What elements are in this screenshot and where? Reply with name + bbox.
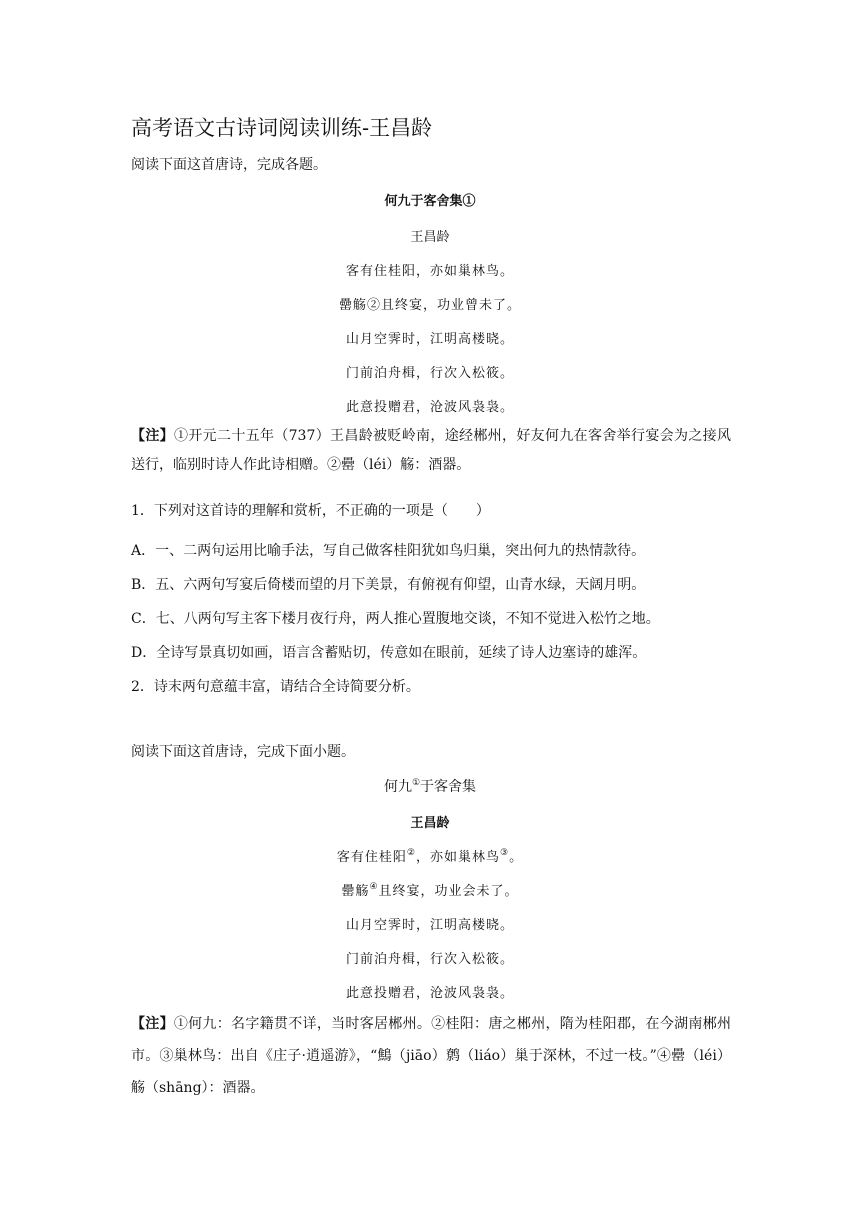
- poem-text: ，亦如巢林鸟: [415, 850, 500, 865]
- document-title: 高考语文古诗词阅读训练-王昌龄: [131, 116, 433, 140]
- section1-poem-line: 罍觞②且终宴，功业曾未了。: [338, 298, 521, 313]
- poem-text: 罍觞: [341, 884, 370, 899]
- option-b: B．五、六两句写宴后倚楼而望的月下美景，有俯视有仰望，山青水绿，天阔月明。: [131, 577, 646, 593]
- section2-poet: 王昌龄: [410, 816, 450, 831]
- footnote-marker: ③: [500, 848, 510, 858]
- section2-poem-title: [131, 776, 729, 796]
- section1-note: [131, 422, 731, 480]
- footnote-marker: ②: [406, 848, 416, 858]
- section2-note-text: ①何九：名字籍贯不详，当时客居郴州。②桂阳：唐之郴州，隋为桂阳郡，在今湖南郴州市。③巢林鸟：出自《庄子·逍遥游》，“鷦（jiāo）鹩（liáo）巢于深林，不过一枝。”④罍（léi）觞（shāng）：酒器。: [131, 1016, 732, 1096]
- poem-title-part: 何九: [383, 779, 412, 795]
- section1-poem-line: 此意投赠君，沧波风袅袅。: [345, 400, 514, 415]
- section1-poem-title: 何九于客舍集①: [384, 194, 476, 209]
- section1-poem-line: 山月空霁时，江明高楼晓。: [345, 332, 514, 347]
- section2-poem-line: [131, 880, 729, 899]
- section1-poem-line: 客有住桂阳，亦如巢林鸟。: [345, 264, 514, 279]
- option-d: D．全诗写景真切如画，语言含蓄贴切，传意如在眼前，延续了诗人边塞诗的雄浑。: [131, 645, 647, 661]
- poem-text: 且终宴，功业会未了。: [378, 884, 519, 899]
- footnote-marker: ①: [411, 778, 421, 788]
- question-1: 1．下列对这首诗的理解和赏析，不正确的一项是（ ）: [131, 503, 490, 519]
- section2-poem-line: 门前泊舟楫，行次入松筱。: [345, 952, 514, 967]
- section1-poem-line: 门前泊舟楫，行次入松筱。: [345, 366, 514, 381]
- footnote-marker: ④: [369, 882, 379, 892]
- section1-note-text: ①开元二十五年（737）王昌龄被贬岭南，途经郴州，好友何九在客舍举行宴会为之接风送行，临别时诗人作此诗相赠。②罍（léi）觞：酒器。: [131, 428, 731, 473]
- section1-poet: 王昌龄: [410, 230, 450, 245]
- section2-poem-line: 山月空霁时，江明高楼晓。: [345, 918, 514, 933]
- note-label: 【注】: [131, 1016, 174, 1032]
- option-c: C．七、八两句写主客下楼月夜行舟，两人推心置腹地交谈，不知不觉进入松竹之地。: [131, 611, 660, 627]
- poem-text: 客有住桂阳: [336, 850, 407, 865]
- poem-text: 。: [509, 850, 524, 865]
- question-2: 2．诗末两句意蕴丰富，请结合全诗简要分析。: [131, 679, 420, 695]
- option-a: A．一、二两句运用比喻手法，写自己做客桂阳犹如鸟归巢，突出何九的热情款待。: [131, 543, 646, 559]
- section2-note: [131, 1008, 731, 1104]
- poem-title-part: 于客舍集: [420, 779, 477, 795]
- section2-poem-line: [131, 846, 729, 865]
- section2-intro: 阅读下面这首唐诗，完成下面小题。: [131, 744, 355, 760]
- section1-intro: 阅读下面这首唐诗，完成各题。: [131, 157, 327, 173]
- section2-poem-line: 此意投赠君，沧波风袅袅。: [345, 986, 514, 1001]
- note-label: 【注】: [131, 428, 174, 444]
